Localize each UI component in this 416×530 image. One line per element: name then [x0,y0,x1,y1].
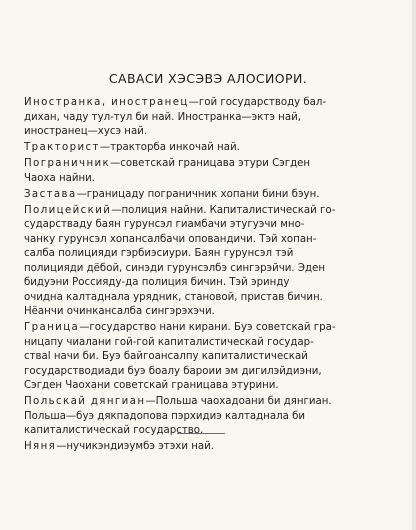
end-divider [177,433,225,434]
glossary-list [24,96,386,456]
glossary-definition: —полиция найни. Капиталистическай го- сударстваду баян гурунсэл гиамбачи этугуэчи мно- чанку гурунсэл хопансалбачи оповандичи. Тэй хопан- салба полицияди гэрбиэсиури. Баян гурунсэл тэй полицияди дёбой, синэди гурунсэлбэ сингэрэйчи. Эден бидуэни Россияду-да полиция бичин. Тэй эринду очидна калтаднала урядник, становой, пристав бичин. Нёанчи очинкансалба сингэрэхэчи. [24,204,336,317]
glossary-term: Польскай дянгиан [24,396,146,407]
glossary-term: Няня [24,441,57,452]
glossary-term: Иностранка, иностранец [24,97,189,108]
glossary-entry [24,204,386,320]
glossary-entry [24,440,386,455]
glossary-entry [24,321,386,394]
glossary-entry [24,188,386,203]
glossary-definition: —гой государстводу бал- дихан, чаду тул-тул би най. Иностранка—эктэ най, иностранец—хусэ най. [24,97,327,137]
glossary-term: Тракторист [24,142,100,153]
glossary-entry [24,141,386,156]
glossary-term: Застава [24,188,77,200]
glossary-definition: —советскай границава этури Сэгден Чаоха найни. [24,158,311,184]
glossary-entry [24,157,386,186]
glossary-term: Пограничник [24,158,111,169]
glossary-term: Граница [24,322,80,333]
glossary-definition: —Польша чаохадоани би дянгиан. Польша—буэ дякпадопова пэрхидиэ калтаднала би капиталистическай государство. [24,396,332,436]
glossary-definition: —нучикэндиэумбэ этэхи най. [56,441,214,452]
glossary-entry [24,395,386,439]
glossary-definition: —государство нани кирани. Буэ советскай гра- ницапу чиалани гой-гой капиталистическай государ- стваl начи би. Буэ байгоансалпу капиталистическай государстводиади буэ боалу бароии эм дигилэйдиэни, Сэгден Чаохани советскай границава этурини. [24,322,336,391]
page-title: САВАСИ ХЭСЭВЭ АЛОСИОРИ. [108,71,308,86]
glossary-definition: —тракторба инкочай най. [99,142,240,153]
glossary-definition: —границаду пограничник хопани бини бэун. [76,188,320,200]
glossary-term: Полицейский [24,204,112,216]
glossary-entry [24,96,386,140]
